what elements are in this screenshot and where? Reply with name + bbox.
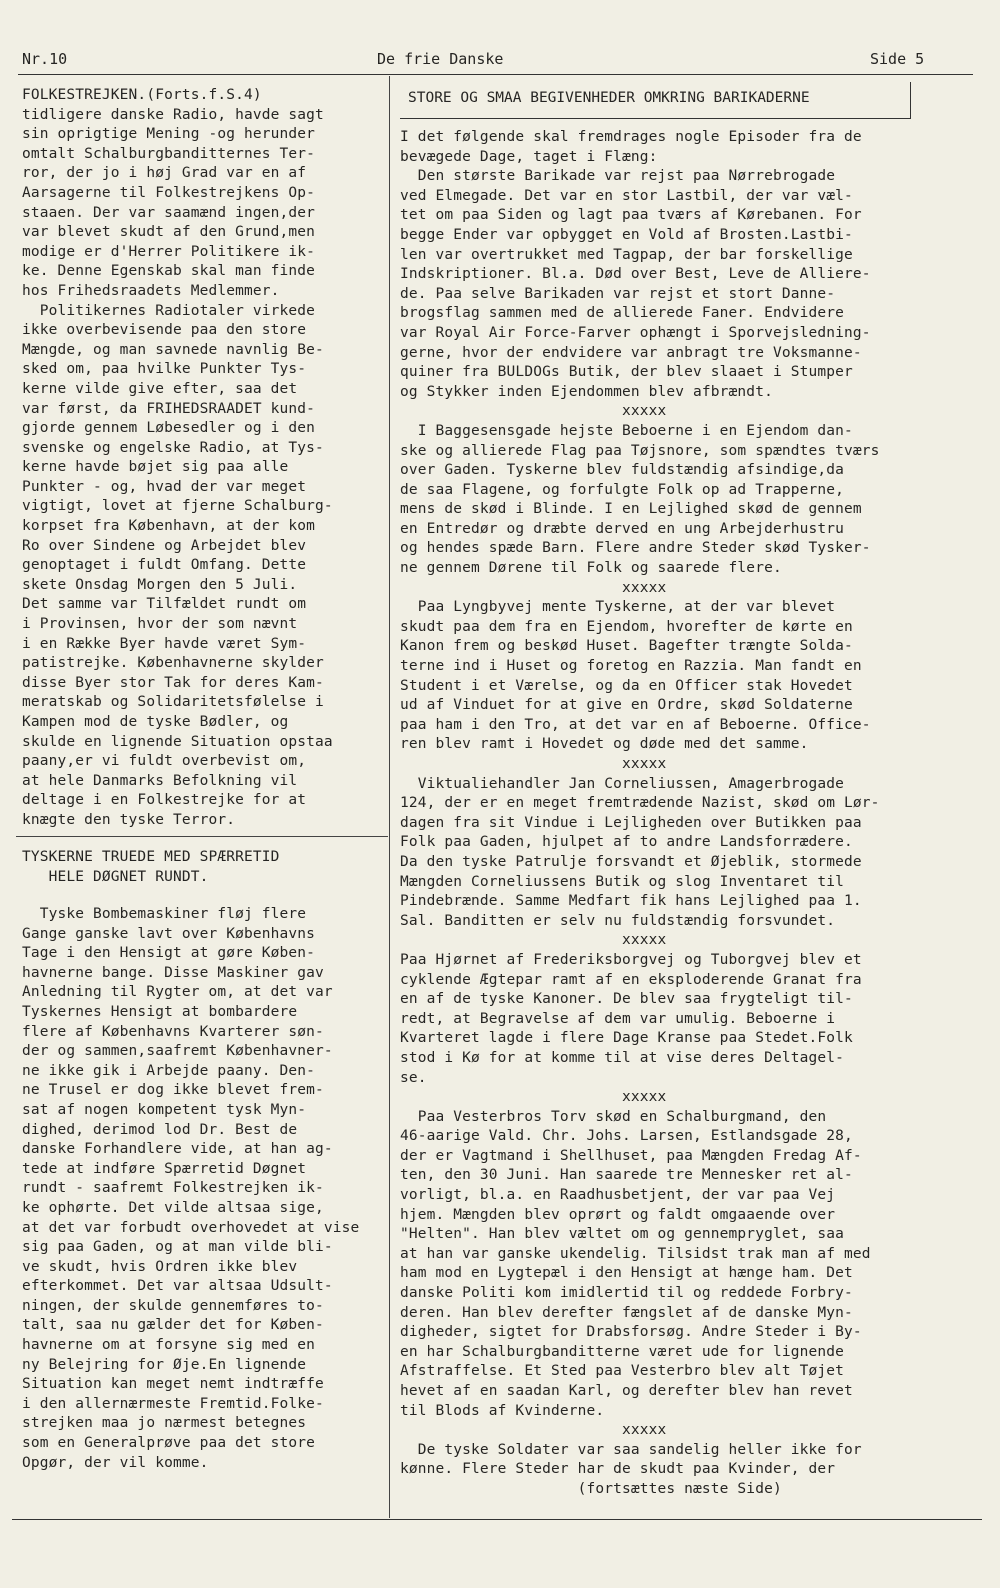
text-line: Politikernes Radiotaler virkede — [22, 302, 316, 319]
text-line: Kampen mod de tyske Bødler, og — [22, 714, 289, 730]
text-line: de. Paa selve Barikaden var rejst et stort Danne- — [400, 285, 836, 302]
text-line: begge Ender var opbygget en Vold af Brosten.Lastbi- — [400, 226, 853, 243]
article-spaerretid-headline — [22, 848, 384, 887]
text-line: ror, der jo i høj Grad var en af — [22, 165, 307, 182]
text-line: Sal. Banditten er selv nu fuldstændig forsvundet. — [400, 912, 836, 929]
text-line: Aarsagerne til Folkestrejkens Op- — [22, 184, 316, 201]
text-line: I Baggesensgade hejste Beboerne i en Ejendom dan- — [400, 422, 853, 439]
text-line: ke ophørte. Det vilde altsaa sige, — [22, 1199, 324, 1216]
text-line: sig paa Gaden, og at man vilde bli- — [22, 1239, 333, 1256]
text-line: Kanon frem og beskød Huset. Bagefter trængte Solda- — [400, 638, 853, 655]
text-line: kerne havde bøjet sig paa alle — [22, 459, 289, 476]
text-line: at hele Danmarks Befolkning vil — [22, 772, 298, 789]
text-line: len var overtrukket med Tagpap, der bar forskellige — [400, 246, 853, 263]
text-line: Paa Lyngbyvej mente Tyskerne, at der var blevet — [400, 599, 836, 616]
text-line: hevet af en saadan Karl, og derefter blev han revet — [400, 1383, 853, 1399]
text-line: skulde en lignende Situation opstaa — [22, 733, 333, 750]
text-line: genoptaget i fuldt Omfang. Dette — [22, 557, 307, 574]
text-line: Mængden Corneliussens Butik og slog Inventaret til — [400, 873, 844, 890]
text-line: var Royal Air Force-Farver ophængt i Sporvejsledning- — [400, 324, 871, 341]
text-line: stod i Kø for at komme til at vise deres Deltagel- — [400, 1049, 844, 1066]
text-line: deren. Han blev derefter fængslet af de danske Myn- — [400, 1304, 853, 1321]
text-line: gjorde gennem Løbesedler og i den — [22, 420, 316, 437]
text-line: skudt paa dem fra en Ejendom, hvorefter de kørte en — [400, 618, 853, 635]
text-line: Tyskernes Hensigt at bombardere — [22, 1003, 298, 1020]
text-line: de saa Flagene, og forfulgte Folk op ad Trapperne, — [400, 481, 844, 498]
text-line: der er Vagtmand i Shellhuset, paa Mængden Fredag Af- — [400, 1147, 862, 1164]
text-line: se. — [400, 1069, 427, 1086]
text-line: Anledning til Rygter om, at det var — [22, 984, 333, 1001]
text-line: der og sammen,saafremt Københavner- — [22, 1043, 333, 1060]
text-line: tede at indføre Spærretid Døgnet — [22, 1160, 307, 1177]
headline-begivenheder: STORE OG SMAA BEGIVENHEDER OMKRING BARIKADERNE — [408, 90, 810, 106]
text-line: redt, at Begravelse af dem var umulig. Beboerne i — [400, 1010, 836, 1027]
article-folkestrejken — [22, 86, 384, 831]
text-line: ne gennem Dørene til Folk og saarede flere. — [400, 560, 782, 577]
text-line: og Stykker inden Ejendommen blev afbrændt. — [400, 383, 773, 400]
text-line: en Entredør og dræbte derved en ung Arbejderhustru — [400, 520, 844, 537]
text-line: en har Schalburgbanditterne været ude for lignende — [400, 1343, 844, 1360]
text-line: at han var ganske ukendelig. Tilsidst trak man af med — [400, 1245, 871, 1262]
text-line: FOLKESTREJKEN.(Forts.f.S.4) — [22, 87, 262, 103]
text-line: disse Byer stor Tak for deres Kam- — [22, 674, 324, 691]
text-line: Punkter - og, hvad der var meget — [22, 478, 307, 495]
text-line: sin oprigtige Mening -og herunder — [22, 126, 316, 143]
text-line: "Helten". Han blev væltet om og gennempryglet, saa — [400, 1226, 844, 1243]
text-line: ny Belejring for Øje.En lignende — [22, 1356, 307, 1373]
column-divider — [389, 76, 390, 1518]
episode-separator: xxxxx — [622, 932, 667, 949]
text-line: 46-aarige Vald. Chr. Johs. Larsen, Estlandsgade 28, — [400, 1128, 853, 1145]
text-line: kønne. Flere Steder har de skudt paa Kvinder, der — [400, 1461, 836, 1478]
text-line: paa ham i den Tro, at det var en af Beboerne. Office- — [400, 716, 871, 733]
text-line: ham mod en Lygtepæl i den Hensigt at hænge ham. Det — [400, 1265, 853, 1282]
text-line: tet om paa Siden og lagt paa tværs af Kørebanen. For — [400, 207, 862, 224]
headline-line: HELE DØGNET RUNDT. — [22, 868, 209, 885]
text-line: ne ikke gik i Arbejde paany. Den- — [22, 1062, 316, 1079]
text-line: ren blev ramt i Hovedet og døde med det samme. — [400, 736, 809, 753]
text-line: cyklende Ægtepar ramt af en eksploderende Granat fra — [400, 971, 862, 988]
episode-separator: xxxxx — [622, 1089, 667, 1106]
text-line: knægte den tyske Terror. — [22, 811, 236, 828]
text-line: ne Trusel er dog ikke blevet frem- — [22, 1082, 324, 1099]
text-line: flere af Københavns Kvarterer søn- — [22, 1023, 324, 1040]
text-line: bevægede Dage, taget i Flæng: — [400, 148, 658, 165]
text-line: ved Elmegade. Det var en stor Lastbil, der var væl- — [400, 187, 853, 204]
text-line: quiner fra BULDOGs Butik, der blev slaaet i Stumper — [400, 364, 853, 381]
text-line: meratskab og Solidaritetsfølelse i — [22, 694, 324, 711]
text-line: modige er d'Herrer Politikere ik- — [22, 243, 316, 260]
text-line: strejken maa jo nærmest betegnes — [22, 1415, 307, 1432]
text-line: hjem. Mængden blev oprørt og faldt omgaaende over — [400, 1206, 836, 1223]
text-line: paany,er vi fuldt overbevist om, — [22, 753, 307, 770]
text-line: Pindebrænde. Samme Medfart fik hans Lejlighed paa 1. — [400, 893, 862, 910]
footer-rule — [12, 1519, 982, 1520]
text-line: Student i et Værelse, og da en Officer stak Hovedet — [400, 677, 853, 694]
text-line: til Blods af Kvinderne. — [400, 1402, 605, 1419]
text-line: Kvarteret lagde i flere Dage Kranse paa Stedet.Folk — [400, 1030, 853, 1047]
text-line: havnerne om at forsyne sig med en — [22, 1337, 316, 1354]
text-line: havnerne bange. Disse Maskiner gav — [22, 964, 324, 981]
text-line: Folk paa Gaden, hjulpet af to andre Landsforrædere. — [400, 834, 853, 851]
text-line: talt, saa nu gælder det for Køben- — [22, 1317, 324, 1334]
text-line: dagen fra sit Vindue i Lejligheden over Butikken paa — [400, 814, 862, 831]
text-line: var blevet skudt af den Grund,men — [22, 224, 316, 241]
text-line: Gange ganske lavt over Københavns — [22, 925, 316, 942]
episode-separator: xxxxx — [622, 756, 667, 772]
header-rule — [18, 74, 973, 75]
text-line: dighed, derimod lod Dr. Best de — [22, 1121, 298, 1138]
text-line: brogsflag sammen med de allierede Faner. Endvidere — [400, 305, 844, 322]
text-line: hos Frihedsraadets Medlemmer. — [22, 282, 280, 299]
text-line: Da den tyske Patrulje forsvandt et Øjeblik, stormede — [400, 853, 862, 870]
text-line: sat af nogen kompetent tysk Myn- — [22, 1101, 307, 1118]
text-line: terne ind i Huset og foretog en Razzia. Man fandt en — [400, 658, 862, 675]
text-line: (fortsættes næste Side) — [400, 1480, 782, 1497]
text-line: Paa Hjørnet af Frederiksborgvej og Tuborgvej blev et — [400, 951, 862, 968]
text-line: vorligt, bl.a. en Raadhusbetjent, der var paa Vej — [400, 1187, 836, 1204]
text-line: Ro over Sindene og Arbejdet blev — [22, 537, 307, 554]
episode-separator: xxxxx — [622, 403, 667, 420]
text-line: kerne vilde give efter, saa det — [22, 380, 298, 397]
text-line: ikke overbevisende paa den store — [22, 322, 307, 339]
text-line: ke. Denne Egenskab skal man finde — [22, 263, 316, 280]
text-line: korpset fra København, at der kom — [22, 518, 316, 535]
article-begivenheder — [400, 128, 975, 1500]
text-line: efterkommet. Det var altsaa Udsult- — [22, 1278, 333, 1295]
newspaper-title: De frie Danske — [377, 50, 504, 68]
text-line: Tage i den Hensigt at gøre Køben- — [22, 945, 316, 962]
text-line: sked om, paa hvilke Punkter Tys- — [22, 361, 307, 378]
text-line: gerne, hvor der endvidere var anbragt tre Voksmanne- — [400, 344, 862, 361]
text-line: var først, da FRIHEDSRAADET kund- — [22, 400, 316, 417]
text-line: mens de skød i Blinde. I en Lejlighed skød de gennem — [400, 501, 862, 518]
text-line: staaen. Der var saamænd ingen,der — [22, 204, 316, 221]
text-line: ten, den 30 Juni. Han saarede tre Mennesker ret al- — [400, 1167, 853, 1184]
text-line: Den største Barikade var rejst paa Nørrebrogade — [400, 168, 836, 185]
text-line: i Provinsen, hvor der som nævnt — [22, 616, 298, 633]
text-line: danske Politi kom imidlertid til og reddede Forbry- — [400, 1285, 853, 1302]
text-line: en af de tyske Kanoner. De blev saa frygteligt til- — [400, 991, 853, 1008]
text-line: skete Onsdag Morgen den 5 Juli. — [22, 576, 298, 593]
text-line: Viktualiehandler Jan Corneliussen, Amagerbrogade — [400, 775, 844, 792]
text-line: over Gaden. Tyskerne blev fuldstændig afsindige,da — [400, 462, 844, 479]
text-line: ske og allierede Flag paa Tøjsnore, som spændtes tværs — [400, 442, 880, 459]
text-line: Indskriptioner. Bl.a. Død over Best, Leve de Alliere- — [400, 266, 871, 283]
text-line: omtalt Schalburgbanditternes Ter- — [22, 145, 316, 162]
page-number: Side 5 — [870, 50, 925, 68]
text-line: I det følgende skal fremdrages nogle Episoder fra de — [400, 129, 862, 145]
episode-separator: xxxxx — [622, 1422, 667, 1439]
text-line: Opgør, der vil komme. — [22, 1454, 209, 1471]
text-line: i den allernærmeste Fremtid.Folke- — [22, 1395, 324, 1412]
text-line: Mængde, og man savnede navnlig Be- — [22, 341, 324, 358]
text-line: digheder, sigtet for Drabsforsøg. Andre Steder i By- — [400, 1324, 862, 1341]
text-line: Tyske Bombemaskiner fløj flere — [22, 906, 307, 922]
text-line: danske Forhandlere vide, at han ag- — [22, 1141, 333, 1158]
text-line: Afstraffelse. Et Sted paa Vesterbro blev alt Tøjet — [400, 1363, 844, 1380]
text-line: tidligere danske Radio, havde sagt — [22, 106, 324, 123]
text-line: vigtigt, lovet at fjerne Schalburg- — [22, 498, 333, 515]
text-line: svenske og engelske Radio, at Tys- — [22, 439, 324, 456]
text-line: som en Generalprøve paa det store — [22, 1435, 316, 1452]
text-line: ud af Vinduet for at give en Ordre, skød Soldaterne — [400, 697, 853, 714]
article-spaerretid — [22, 905, 384, 1473]
text-line: rundt - saafremt Folkestrejken ik- — [22, 1180, 324, 1197]
article-divider — [16, 836, 388, 837]
text-line: ningen, der skulde gennemføres to- — [22, 1297, 324, 1314]
text-line: i en Række Byer havde været Sym- — [22, 635, 307, 652]
text-line: De tyske Soldater var saa sandelig heller ikke for — [400, 1441, 862, 1458]
text-line: deltage i en Folkestrejke for at — [22, 792, 307, 809]
headline-line: TYSKERNE TRUEDE MED SPÆRRETID — [22, 849, 280, 865]
text-line: at det var forbudt overhovedet at vise — [22, 1219, 360, 1236]
text-line: ve skudt, hvis Ordren ikke blev — [22, 1258, 298, 1275]
text-line: Situation kan meget nemt indtræffe — [22, 1376, 324, 1393]
issue-number: Nr.10 — [22, 50, 68, 68]
episode-separator: xxxxx — [622, 579, 667, 596]
text-line: patistrejke. Københavnerne skylder — [22, 655, 324, 672]
text-line: og hendes spæde Barn. Flere andre Steder skød Tysker- — [400, 540, 871, 557]
headline-box — [400, 82, 911, 119]
text-line: Paa Vesterbros Torv skød en Schalburgmand, den — [400, 1108, 827, 1125]
text-line: 124, der er en meget fremtrædende Nazist, skød om Lør- — [400, 795, 880, 812]
text-line: Det samme var Tilfældet rundt om — [22, 596, 307, 613]
